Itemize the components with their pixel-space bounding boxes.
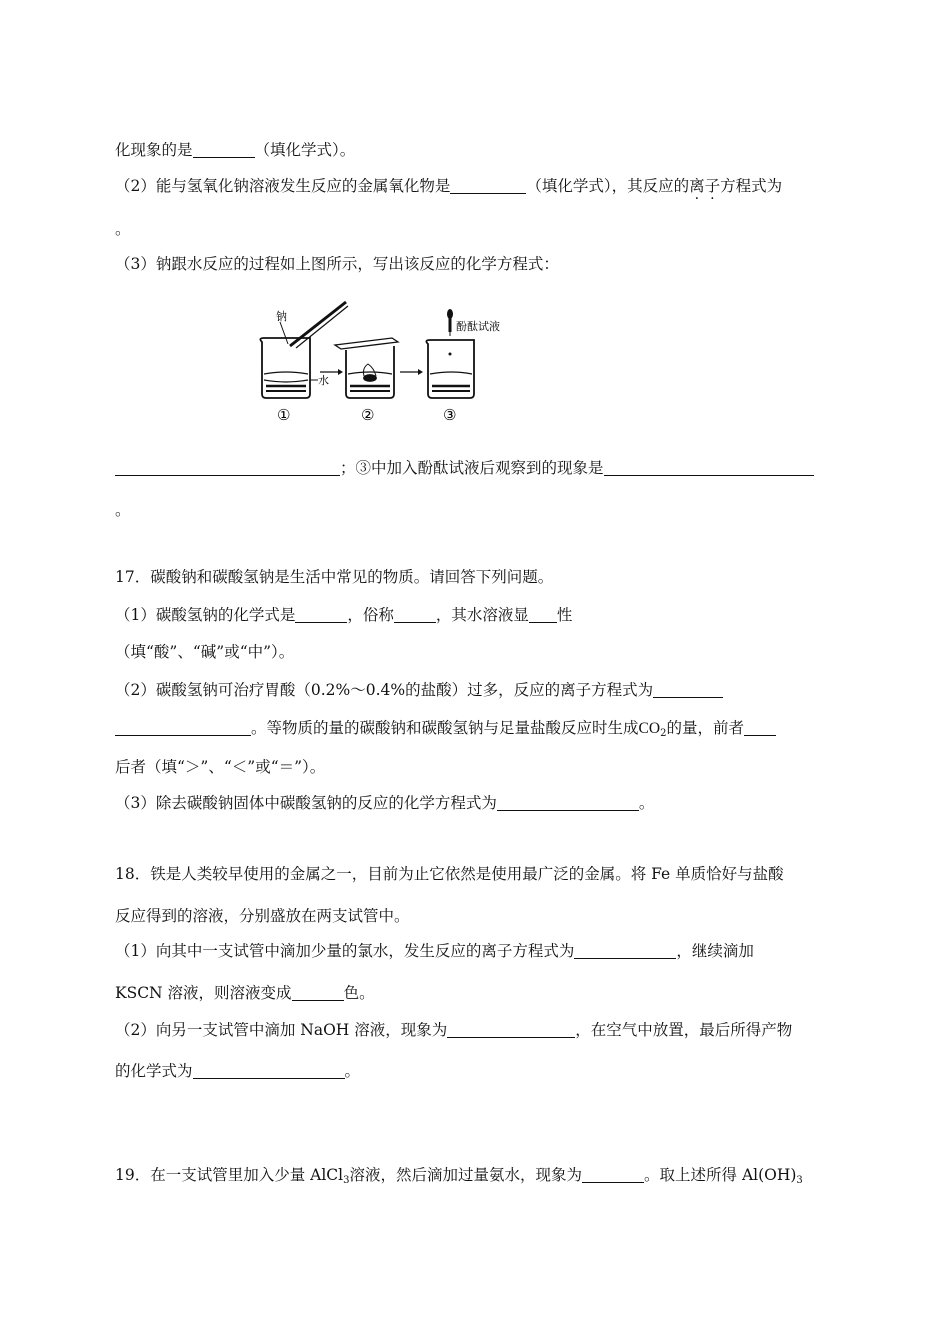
text: 反应得到的溶液，分别盛放在两支试管中。	[115, 907, 410, 925]
text-line	[115, 1061, 838, 1081]
text: （1）向其中一支试管中滴加少量的氯水，发生反应的离子方程式为	[115, 942, 575, 960]
text-line	[115, 793, 838, 813]
text: ，俗称	[347, 606, 394, 624]
emphasis-char: 离	[689, 177, 705, 195]
answer-blank[interactable]	[394, 606, 436, 623]
answer-blank[interactable]	[604, 459, 814, 476]
text: 化现象的是	[115, 141, 193, 159]
beaker-1	[260, 338, 310, 398]
text: ，其水溶液显	[435, 606, 529, 624]
text: 。等物质的量的碳酸钠和碳酸氢钠与足量盐酸反应时生成	[251, 719, 639, 737]
text: CO	[638, 720, 661, 737]
text: 17．碳酸钠和碳酸氢钠是生活中常见的物质。请回答下列问题。	[115, 568, 554, 586]
answer-blank[interactable]	[497, 794, 639, 811]
answer-blank[interactable]	[115, 719, 251, 736]
label-step-3: ③	[443, 406, 457, 424]
text: （3）除去碳酸钠固体中碳酸氢钠的反应的化学方程式为	[115, 794, 497, 812]
answer-blank[interactable]	[447, 1021, 575, 1038]
text: 。取上述所得 Al(OH)	[644, 1166, 797, 1184]
text: 后者（填“＞”、“＜”或“＝”）。	[115, 758, 326, 776]
text: 性	[556, 606, 573, 624]
text-line	[115, 458, 838, 478]
text-line	[115, 983, 838, 1003]
subscript: 2	[660, 728, 667, 739]
subscript: 3	[343, 1175, 350, 1186]
text-line	[115, 642, 838, 662]
text: 。	[115, 501, 131, 519]
text: 的量，前者	[666, 719, 744, 737]
text: （2）能与氢氧化钠溶液发生反应的金属氧化物是	[115, 177, 451, 195]
forceps	[290, 302, 346, 346]
text: （填“酸”、“碱”或“中”）。	[115, 643, 295, 661]
text: （填化学式），其反应的	[526, 177, 690, 195]
emphasis-char: 子	[704, 177, 721, 195]
text: 。	[344, 1062, 361, 1080]
dropper	[447, 309, 453, 356]
answer-blank[interactable]	[193, 141, 255, 158]
text: ；③中加入酚酞试液后观察到的现象是	[340, 459, 604, 477]
answer-blank[interactable]	[653, 681, 723, 698]
text-line	[115, 1020, 838, 1040]
text: 18．铁是人类较早使用的金属之一，目前为止它依然是使用最广泛的金属。将 Fe 单质恰好与盐酸	[115, 865, 784, 883]
subscript: 3	[796, 1175, 803, 1186]
label-step-2: ②	[361, 406, 375, 424]
answer-blank[interactable]	[193, 1062, 345, 1079]
text: ，继续滴加	[676, 942, 754, 960]
beaker-3	[426, 340, 474, 398]
answer-blank[interactable]	[744, 719, 776, 736]
text: 。	[638, 794, 655, 812]
label-sodium: 钠	[276, 310, 287, 323]
answer-blank[interactable]	[582, 1166, 644, 1183]
text: 19．在一支试管里加入少量 AlCl	[115, 1166, 344, 1184]
sodium-water-experiment-figure	[250, 298, 520, 428]
text: 色。	[343, 984, 375, 1002]
text-line	[115, 941, 838, 961]
text: 。	[115, 220, 131, 238]
label-water: 水	[318, 374, 329, 387]
text-line	[115, 254, 838, 274]
answer-blank[interactable]	[115, 459, 340, 476]
text-line	[115, 219, 838, 239]
text-line	[115, 718, 838, 739]
answer-blank[interactable]	[529, 606, 557, 623]
text-line	[115, 176, 838, 196]
beaker-2	[335, 338, 398, 398]
question-18-stem	[115, 864, 838, 884]
text-line	[115, 605, 838, 625]
text-line	[115, 140, 838, 160]
text: （填化学式）。	[254, 141, 356, 159]
question-19-stem	[115, 1165, 838, 1185]
text: （2）向另一支试管中滴加 NaOH 溶液，现象为	[115, 1021, 448, 1039]
answer-blank[interactable]	[295, 606, 347, 623]
question-17-stem	[115, 567, 838, 587]
text: 溶液，然后滴加过量氨水，现象为	[349, 1166, 583, 1184]
text: 的化学式为	[115, 1062, 193, 1080]
text: （3）钠跟水反应的过程如上图所示，写出该反应的化学方程式：	[115, 255, 559, 273]
text: 方程式为	[720, 177, 783, 195]
answer-blank[interactable]	[292, 984, 344, 1001]
text-line	[115, 680, 838, 700]
text: KSCN 溶液，则溶液变成	[115, 984, 292, 1002]
text-line	[115, 757, 838, 777]
answer-blank[interactable]	[450, 177, 526, 194]
answer-blank[interactable]	[574, 942, 676, 959]
text: （1）碳酸氢钠的化学式是	[115, 606, 296, 624]
text: ，在空气中放置，最后所得产物	[575, 1021, 793, 1039]
text-line	[115, 906, 838, 926]
text: （2）碳酸氢钠可治疗胃酸（0.2%～0.4%的盐酸）过多，反应的离子方程式为	[115, 681, 654, 699]
label-step-1: ①	[277, 406, 291, 424]
text-line	[115, 500, 838, 520]
label-phenolphthalein: 酚酞试液	[456, 320, 500, 333]
